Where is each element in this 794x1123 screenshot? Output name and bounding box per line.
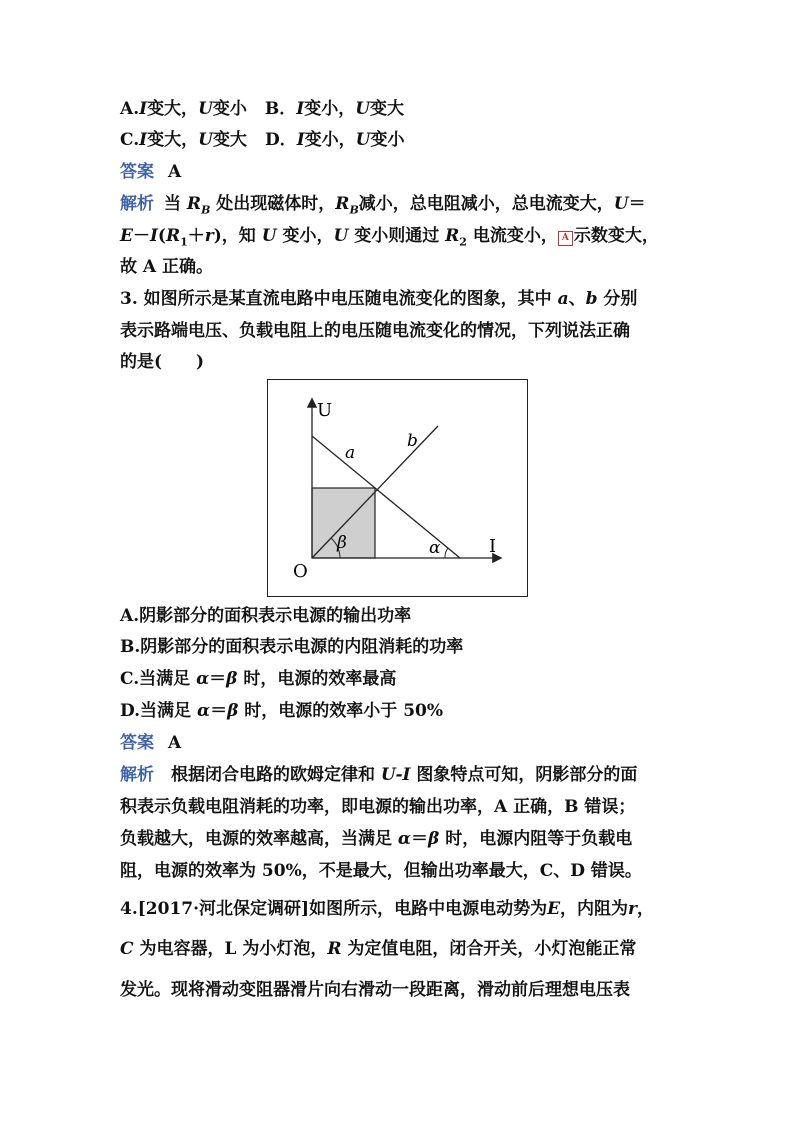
q2-option-row-2: C.I变大，U变大 D．I变小，U变小 — [120, 130, 405, 150]
answer-label: 答案 — [120, 733, 154, 753]
q2-option-row-1: A.I变大，U变小 B．I变小，U变大 — [120, 99, 405, 119]
q3-stem-line-1: 3. 如图所示是某直流电路中电压随电流变化的图象，其中 a、b 分别 — [120, 289, 638, 309]
q3-stem-line-2: 表示路端电压、负载电阻上的电压随电流变化的情况，下列说法正确 — [120, 321, 630, 341]
q3-analysis-line-1: 解析 根据闭合电路的欧姆定律和 U-I 图象特点可知，阴影部分的面 — [120, 765, 638, 785]
alpha-arc — [445, 548, 448, 558]
label-U: U — [317, 400, 333, 421]
q2-answer — [120, 161, 680, 183]
q4-stem-line-1: 4.[2017·河北保定调研]如图所示，电路中电源电动势为E，内阻为r， — [120, 899, 655, 919]
q3-stem-line-3: 的是( ) — [120, 352, 205, 372]
answer-label: 答案 — [120, 162, 154, 182]
q3-option-a: A.阴影部分的面积表示电源的输出功率 — [120, 606, 412, 626]
q3-analysis-line-2: 积表示负载电阻消耗的功率，即电源的输出功率，A 正确，B 错误； — [120, 797, 636, 817]
q3-option-d: D.当满足 α＝β 时，电源的效率小于 50% — [120, 701, 444, 721]
q4-stem-line-2: C 为电容器，L 为小灯泡，R 为定值电阻，闭合开关，小灯泡能正常 — [120, 939, 637, 959]
answer-value: A — [168, 733, 182, 753]
ui-graph-figure — [267, 379, 528, 597]
label-beta: β — [337, 533, 347, 553]
q2-analysis-line-3: 故 A 正确。 — [120, 257, 214, 277]
q3-analysis-line-3: 负载越大，电源的效率越高，当满足 α＝β 时，电源内阻等于负载电 — [120, 829, 633, 849]
ammeter-icon: A — [558, 231, 573, 246]
q4-source: [2017·河北保定调研] — [137, 899, 310, 919]
label-I: I — [489, 536, 497, 557]
label-b: b — [407, 431, 418, 451]
q3-answer — [120, 732, 680, 754]
ui-graph-svg — [268, 380, 527, 596]
q3-option-c: C.当满足 α＝β 时，电源的效率最高 — [120, 669, 397, 689]
q2-analysis-line-2: $E-I(R_1+r)$，知 U 变小，U 变小则通过 $R_2$ 电流变小， A 示数变大， — [120, 226, 659, 249]
q3-option-b: B.阴影部分的面积表示电源的内阻消耗的功率 — [120, 637, 464, 657]
answer-value: A — [168, 162, 182, 182]
label-O: O — [293, 561, 308, 582]
label-a: a — [345, 443, 356, 463]
label-alpha: α — [429, 538, 441, 558]
q3-analysis-line-4: 阻，电源的效率为 50%，不是最大，但输出功率最大，C、D 错误。 — [120, 861, 642, 881]
q4-stem-line-3: 发光。现将滑动变阻器滑片向右滑动一段距离，滑动前后理想电压表 — [120, 980, 630, 1000]
q2-analysis-line-1: 解析 当 $R_B$ 处出现磁体时，$R_B$减小，总电阻减小，总电流变大，U＝ — [120, 194, 646, 217]
